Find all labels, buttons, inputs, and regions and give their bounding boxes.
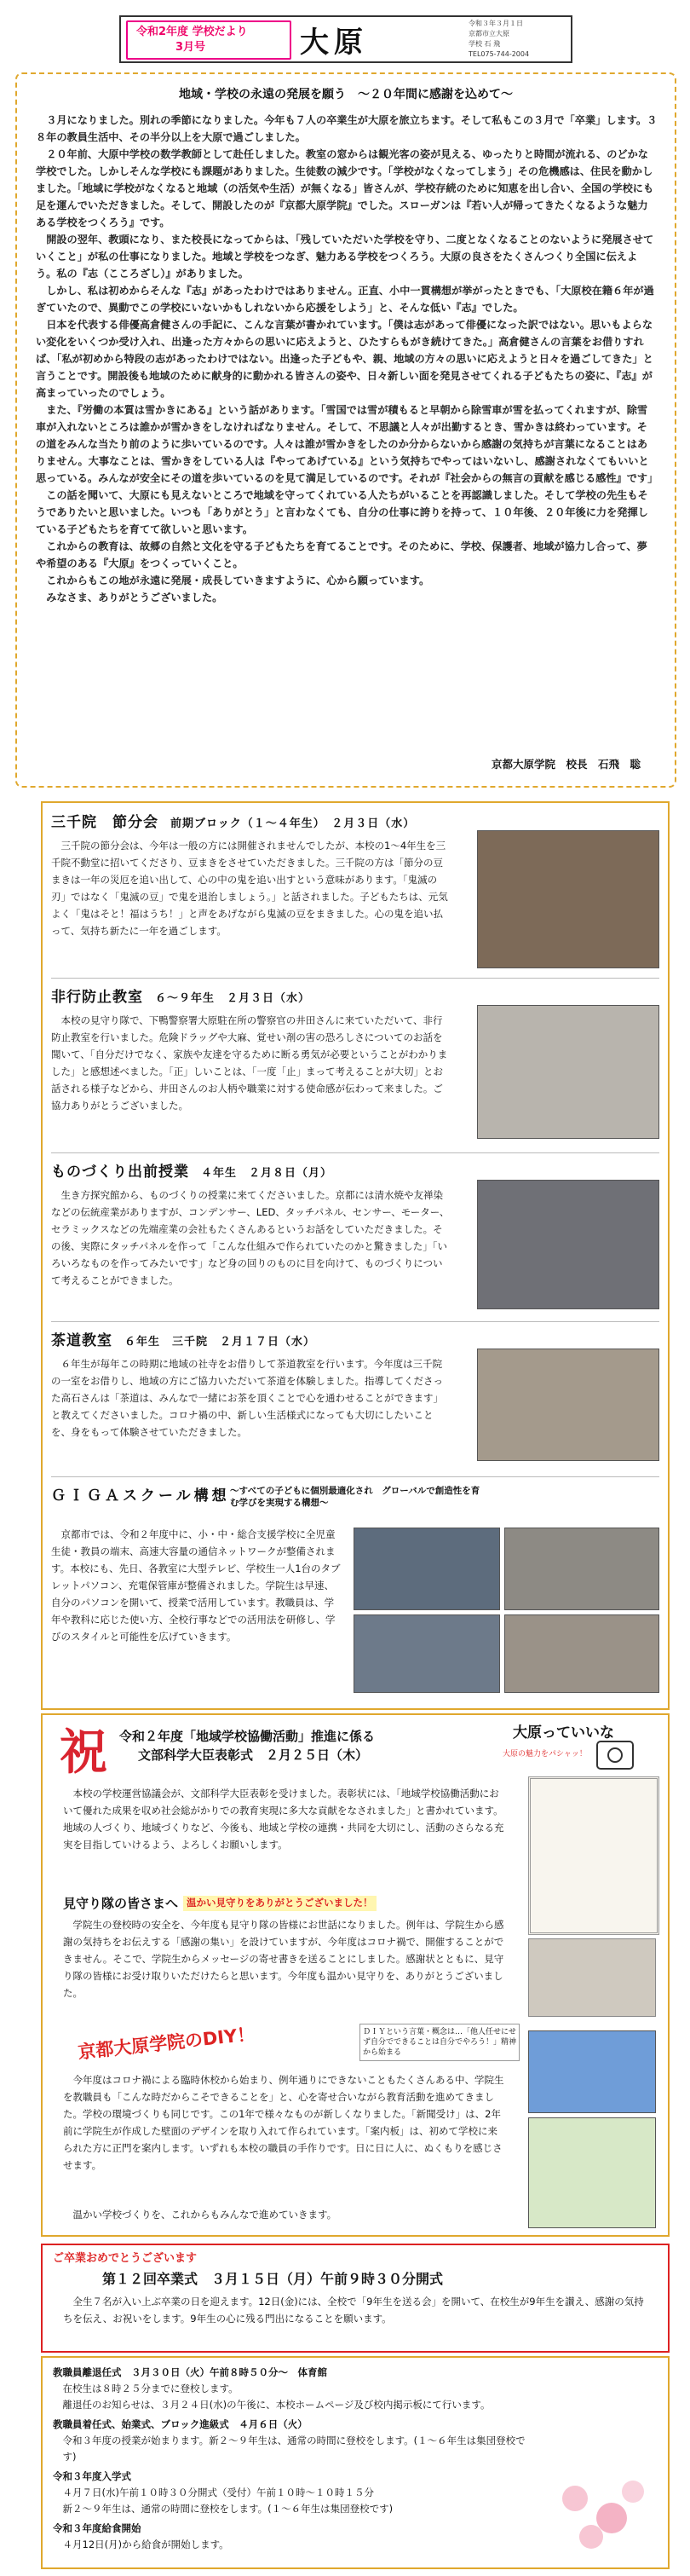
meta-line: 京都市立大原 [469, 30, 509, 38]
masthead [119, 15, 572, 63]
event-paragraph: 生き方探究館から、ものづくりの授業に来てくださいました。京都には清水焼や友禅染などの伝統産業がありますが、コンデンサー、LED、タッチパネル、センサー、モーター、セラミックスなどの先端産業の会社もたくさんあるというお話をしていただきました。その後、実際にタッチパネルを作って「こんな仕組みで作られていたのかと驚きました」「いろいろなものを作ってみたいです」など身の回りのものに目を向けて、ものづくりについて考えることができました。 [51, 1189, 450, 1286]
photo-newspaper-box [528, 2030, 656, 2113]
event-title: ＧＩＧＡスクール構想 [51, 1487, 230, 1505]
diy-end: 温かい学校づくりを、これからもみんなで進めていきます。 [72, 2209, 337, 2221]
schedule-text: 令和３年度の授業が始まります。新２～９年生は、通常の時間に登校をします。(１～６年生は集団登校です) [62, 2434, 526, 2463]
schedule-heading: 教職員離退任式 ３月３０日（火）午前８時５０分～ 体育館 [53, 2366, 327, 2378]
mimamori-title: 見守り隊の皆さまへ [63, 1896, 179, 1911]
photo-giga-4 [504, 1614, 659, 1693]
schedule-heading: 令和３年度入学式 [53, 2470, 131, 2482]
paragraph: この話を聞いて、大原にも見えないところで地域を守ってくれている人たちがいることを再認識しました。そして学校の先生もそうでありたいと思いました。いつも「ありがとう」と言わなくても、自分の仕事に誇りを持って、１０年後、２０年後に力を発揮している子どもたちを育てて欲しいと思います。 [36, 489, 648, 535]
paragraph: 開設の翌年、教頭になり、また校長になってからは、「残していただいた学校を守り、二度となくなることのないように発展させていくこと」が私の仕事になりました。地域と学校をつなぎ、魅力ある学校をつくろう。大原の良さをたくさんつくり全国に伝えよう。私の『志（こころざし）』がありました。 [36, 234, 654, 280]
event-subtitle: 前期ブロック（１～４年生） ２月３日（水） [170, 817, 416, 830]
event-title: 非行防止教室 [51, 989, 143, 1006]
award-section [41, 1713, 670, 2237]
event-giga [51, 1485, 659, 1643]
photo-monozukuri [477, 1180, 659, 1309]
celebration-mark: 祝 [60, 1724, 107, 1781]
schedule-text: 離退任のお知らせは、３月２４日(水)の午後に、本校ホームページ及び校内掲示板にて行います。 [62, 2399, 491, 2411]
schedule-text: 新２～９年生は、通常の時間に登校をします。(１～６年生は集団登校です) [62, 2503, 394, 2515]
cherry-blossom-illustration [554, 2477, 656, 2559]
event-sadou [51, 1330, 659, 1438]
photo-signboard [528, 2117, 656, 2228]
paragraph: これからもこの地が永遠に発展・成長していきますように、心から願っています。 [46, 575, 430, 586]
event-subtitle: ６～９年生 ２月３日（水） [155, 992, 311, 1005]
paragraph: ３月になりました。別れの季節になりました。今年も７人の卒業生が大原を旅立ちます。そして私もこの３月で「卒業」します。３８年の教員生活中、その半分以上を大原で過ごしました。 [36, 114, 658, 143]
divider [51, 978, 659, 979]
event-title: 茶道教室 [51, 1332, 112, 1349]
award-text: 本校の学校運営協議会が、文部科学大臣表彰を受けました。表彰状には、「地域学校協働活動において優れた成果を収め社会総がかりでの教育実現に多大な貢献をなされました」と書かれています。地域の人づくり、地域づくりなど、今後も、地域と学校の連携・共同を大切にし、活動のさらなる充実を目指していけるよう、よろしくお願いします。 [63, 1788, 504, 1851]
event-subtitle: ～すべての子どもに個別最適化され グローバルで創造性を育む学びを実現する構想～ [230, 1486, 480, 1508]
principal-body [36, 112, 658, 606]
event-text [51, 1526, 341, 1645]
mimamori-banner: 温かい見守りをありがとうございました！ [183, 1896, 377, 1911]
photo-mimamori [528, 1938, 656, 2017]
event-subtitle: ６年生 三千院 ２月１７日（水） [124, 1336, 316, 1349]
award-title-line: 令和２年度「地域学校協働活動」推進に係る [119, 1729, 376, 1744]
graduation-text: 全生７名が入い上ぶ卒業の日を迎えます。12日(金)には、全校で「9年生を送る会」を開いて、在校生が9年生を讃え、感謝の気持ちを伝え、お祝いをします。9年生の心に残る門出になることを願います。 [63, 2296, 644, 2325]
principal-title: 地域・学校の永遠の発展を願う ～２０年間に感謝を込めて～ [179, 88, 513, 101]
paragraph: 日本を代表する俳優高倉健さんの手記に、こんな言葉が書かれています。「僕は志があって俳優になった訳ではない。思いもよらない変化をいくつか受け入れ、出逢った方々からの思いに応えようと、ひたすらもがき続けてきた。」高倉健さんの言葉をお借りすれば、「私が初めから特段の志があったわけではない。出逢った子どもや、親、地域の方々の思いに応えようと日々を過ごしてきた」と言うことです。開設後も地域のために献身的に動かれる皆さんの姿や、日々新しい面を発見させてくれる子どもたちの姿に、『志』が高まっていったのでしょう。 [36, 319, 653, 399]
event-title: ものづくり出前授業 [51, 1164, 189, 1181]
paragraph: しかし、私は初めからそんな『志』があったわけではありません。正直、小中一貫構想が挙がったときでも、「大原校在籍６年が過ぎていたので、異動でこの学校にいないかもしれないから応援をしよう」と、そんな低い『志』でした。 [36, 285, 654, 314]
side-title: 大原っていいな [513, 1724, 614, 1741]
divider [51, 1321, 659, 1322]
event-title: 三千院 節分会 [51, 814, 158, 831]
diy-text: 今年度はコロナ禍による臨時休校から始まり、例年通りにできないこともたくさんある中、学院生を教職員も「こんな時だからこそできることを」と、心を寄せ合いながら教育活動を進めてきました。学校の環境づくりも同じです。この1年で様々なものが新しくなりました。「新聞受け」は、2年前に学院生が作成した壁面のデザインを取り入れて作られています。「案内板」は、初めて学校に来られた方に正門を案内します。いずれも本校の職員の手作りです。日に日に人に、ぬくもりを感じさせます。 [63, 2074, 504, 2171]
certificate-image [528, 1776, 659, 1935]
event-monozukuri [51, 1161, 659, 1286]
photo-giga-3 [354, 1614, 500, 1693]
award-title-line: 文部科学大臣表彰式 ２月２５日（木） [138, 1747, 369, 1763]
photo-giga-1 [354, 1528, 500, 1610]
event-text [51, 1012, 451, 1114]
event-setsubun [51, 811, 659, 937]
divider [51, 1152, 659, 1153]
schedule-section [41, 2356, 670, 2569]
event-text [51, 1187, 451, 1289]
divider [51, 1476, 659, 1477]
camera-icon [596, 1741, 634, 1770]
school-name: 大原 [300, 26, 368, 60]
schedule-text: ４月７日(水)午前１０時３０分開式（受付）午前１０時～１０時１５分 [62, 2486, 374, 2498]
paragraph: みなさま、ありがとうございました。 [46, 592, 223, 604]
photo-sadou [477, 1349, 659, 1461]
photo-giga-2 [504, 1528, 659, 1610]
event-text [51, 837, 451, 939]
principal-message [15, 72, 676, 788]
event-text [51, 1355, 451, 1441]
event-paragraph: 本校の見守り隊で、下鴨警察署大原駐在所の警察官の井田さんに来ていただいて、非行防止教室を行いました。危険ドラッグや大麻、覚せい剤の害の恐ろしさについてのお話を聞いて、「自分だけでなく、家族や友達を守るために断る勇気が必要ということがわかりました」と感想述べました。「正」しいことは、「一度「止」まって考えることが大切」とお話される様子などから、井田さんのお人柄や職業に対する使命感が伝わって来ました。ご協力ありがとうございました。 [51, 1014, 448, 1112]
events-section [41, 801, 670, 1710]
schedule-heading: 令和３年度給食開始 [53, 2522, 141, 2534]
meta-line: 令和３年３月１日 [469, 20, 523, 27]
schedule-text: ４月12日(月)から給食が開始します。 [62, 2538, 229, 2550]
paragraph: また、『労働の本質は雪かきにある』という話があります。「雪国では雪が積もると早朝から除雪車が雪を払ってくれますが、除雪車が入れないところは誰かが雪かきをしなければなりません。そして、不思議と人々が出勤するとき、雪かきは終わっています。その道をみんな当たり前のように歩いているのです。人々は誰が雪かきをしたのか分からないから感謝の気持ちが言葉になることはありません。大事なことは、雪かきをしている人は『やってあげている』という気持ちでやってはいないし、感謝されなくてもいいと思っている。みんなが安全にその道を歩いているのを見て満足しているのです。それが『社会からの無言の貢献を感じる感性』です」 [36, 404, 658, 484]
schedule-list [53, 2365, 530, 2553]
meta-line: TEL075-744-2004 [469, 50, 530, 58]
diy-definition: ＤＩＹという言葉・概念は…「他人任せにせず自分でできることは自分でやろう！」精神から始まる [359, 2024, 520, 2061]
graduation-section [41, 2244, 670, 2353]
event-paragraph: ６年生が毎年この時期に地域の社寺をお借りして茶道教室を行います。今年度は三千院の一室をお借りし、地域の方にご協力いただいて茶道を体験しました。指導してくださった高石さんは「茶道は、みんなで一緒にお茶を頂くことで心を通わせることができます」と教えてくださいました。コロナ禍の中、新しい生活様式になっても大切にしたいことを、身をもって体験させていただきました。 [51, 1358, 443, 1438]
diy-title: 京都大原学院のDIY！ [77, 2024, 256, 2063]
event-paragraph: 京都市では、令和２年度中に、小・中・総合支援学校に全児童生徒・教員の端末、高速大容量の通信ネットワークが整備されます。本校にも、先日、各教室に大型テレビ、学校生一人1台のタブレットパソコン、充電保管庫が整備されました。学院生は早速、自分のパソコンを開いて、授業で活用しています。教職員は、学年や教科に応じた使い方、全校行事などでの活用法を研修し、学びのスタイルと可能性を広げていきます。 [51, 1528, 341, 1643]
event-paragraph: 三千院の節分会は、今年は一般の方には開催されませんでしたが、本校の1～4年生を三千院不動堂に招いてくださり、豆まきをさせていただきました。三千院の方は「節分の豆まきは一年の災厄を追い出して、心の中の鬼を追い出すという意味があります。「鬼滅の刃」ではなく「鬼滅の豆」で鬼を退治しましょう。」と話されました。子どもたちは、元気よく「鬼はそと！福はうち！」と声をあげながら鬼滅の豆をまきました。心の鬼を追い払って、気持ち新たに一年を過ごします。 [51, 840, 448, 937]
schedule-text: 在校生は８時２５分までに登校します。 [62, 2383, 239, 2394]
school-meta [469, 19, 569, 60]
photo-hikou [477, 1005, 659, 1139]
graduation-heading: ご卒業おめでとうございます [53, 2252, 198, 2265]
newsletter-label-box [126, 20, 291, 60]
event-subtitle: ４年生 ２月８日（月） [201, 1167, 333, 1180]
graduation-title: 第１２回卒業式 ３月１５日（月）午前９時３０分開式 [102, 2271, 444, 2287]
schedule-heading: 教職員着任式、始業式、ブロック進級式 ４月６日（火） [53, 2418, 308, 2430]
side-caption: 大原の魅力をパシャッ！ [503, 1750, 587, 1759]
paragraph: これからの教育は、故郷の自然と文化を守る子どもたちを育てることです。そのために、学校、保護者、地域が協力し合って、夢や希望のある『大原』をつくっていくこと。 [36, 540, 647, 569]
event-hikou [51, 986, 659, 1112]
meta-line: 学校 石 飛 [469, 40, 501, 48]
paragraph: ２０年前、大原中学校の数学教師として赴任しました。教室の窓からは観光客の姿が見える、ゆったりと時間が流れる、のどかな学校でした。しかしそんな学校にも課題がありました。生徒数の減少です。「学校がなくなってしまう」その危機感は、住民を動かしました。「地域に学校がなくなると地域（の活気や生活）が無くなる」皆さんが、学校存続のために知恵を出し合い、全国の学校にも足を運んでいただきました。そして、開設したのが『京都大原学院』でした。スローガンは『若い人が帰ってきたくなるような魅力ある学校をつくろう』です。 [36, 148, 654, 228]
mimamori-text: 学院生の登校時の安全を、今年度も見守り隊の皆様にお世話になりました。例年は、学院生から感謝の気持ちをお伝えする「感謝の集い」を設けていますが、今年度はコロナ禍で、開催することができません。そこで、学院生からメッセージの寄せ書きを送ることにしました。感謝状とともに、見守り隊の皆様にお受け取りいただけたらと思います。今年度も温かい見守りを、ありがとうございました。 [63, 1919, 504, 1999]
photo-setsubun [477, 830, 659, 968]
award-title [119, 1727, 375, 1765]
newsletter-month: 3月号 [175, 41, 206, 54]
principal-signature: 京都大原学院 校長 石飛 聡 [491, 758, 641, 771]
newsletter-series: 令和2年度 学校だより [136, 26, 248, 38]
